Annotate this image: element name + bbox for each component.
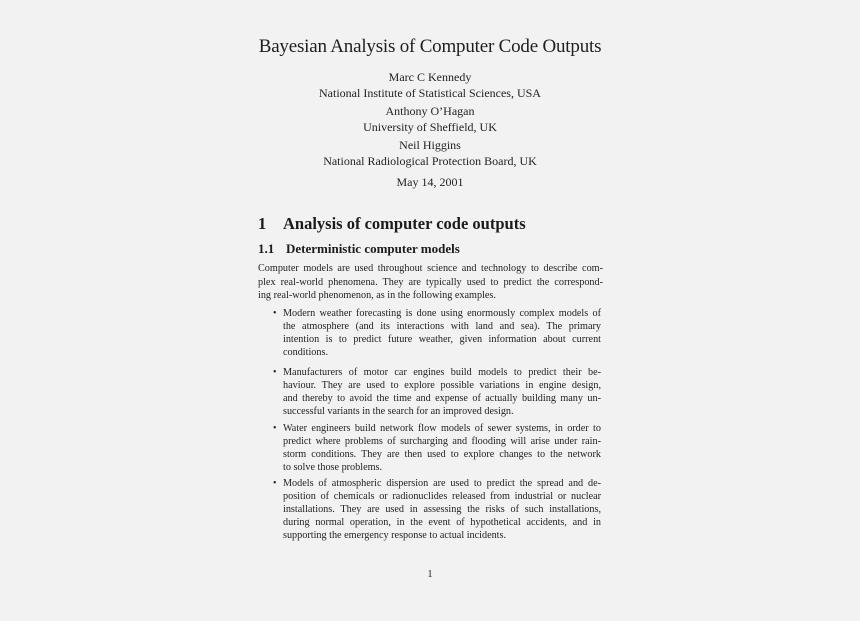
list-item [273,307,601,359]
author-affiliation: National Radiological Protection Board, UK [323,154,537,168]
item-line: installations. They are used in assessing the risks of such installations, [283,504,601,516]
paragraph-line: ing real-world phenomenon, as in the following examples. [258,290,496,301]
author-name: Marc C Kennedy [388,70,472,84]
item-line: position of chemicals or radionuclides released from industrial or nuclear [283,491,601,503]
item-line: to solve those problems. [283,462,383,474]
list-item [273,422,601,474]
subsection-heading [258,241,460,257]
item-line: storm conditions. They are then used to explore changes to the network [283,449,601,461]
item-line: intention is to predict future weather, given information about current [283,334,601,346]
item-line: Modern weather forecasting is done using enormously complex models of [283,308,601,319]
bullet-icon: • [273,478,277,489]
list-item [273,477,601,542]
paper-title: Bayesian Analysis of Computer Code Outputs [258,36,602,57]
item-line: Models of atmospheric dispersion are used to predict the spread and de- [283,478,601,489]
item-line: conditions. [283,347,328,359]
list-item [273,366,601,418]
author-name: Neil Higgins [399,138,461,152]
section-title: Analysis of computer code outputs [283,214,526,233]
page-number: 1 [427,569,433,580]
section-heading [258,214,526,234]
bullet-icon: • [273,308,277,319]
subsection-title: Deterministic computer models [286,241,460,256]
author-2 [0,103,860,135]
item-line: Water engineers build network flow models of sewer systems, in order to [283,423,601,434]
publication-date: May 14, 2001 [396,175,464,189]
item-line: successful variants in the search for an improved design. [283,406,514,418]
bullet-icon: • [273,423,277,434]
intro-paragraph [258,262,603,303]
item-line: the atmosphere (and its interactions with land and sea). The primary [283,321,601,333]
author-affiliation: National Institute of Statistical Sciences, USA [319,86,541,100]
subsection-number: 1.1 [258,241,275,256]
author-affiliation: University of Sheffield, UK [363,120,497,134]
paragraph-line: plex real-world phenomena. They are typically used to predict the correspond- [258,276,603,288]
item-line: haviour. They are used to explore possible variations in engine design, [283,380,601,392]
bullet-icon: • [273,367,277,378]
item-line: during normal operation, in the event of hypothetical accidents, and in [283,517,601,529]
author-1 [0,69,860,101]
item-line: Manufacturers of motor car engines build models to predict their be- [283,367,601,378]
author-name: Anthony O’Hagan [385,104,475,118]
paragraph-line: Computer models are used throughout science and technology to describe com- [258,263,603,274]
item-line: supporting the emergency response to actual incidents. [283,530,507,542]
item-line: and thereby to avoid the time and expense of actually building many un- [283,393,601,405]
section-number: 1 [258,214,267,233]
item-line: predict where problems of surcharging and flooding will arise under rain- [283,436,601,448]
author-3 [0,137,860,169]
